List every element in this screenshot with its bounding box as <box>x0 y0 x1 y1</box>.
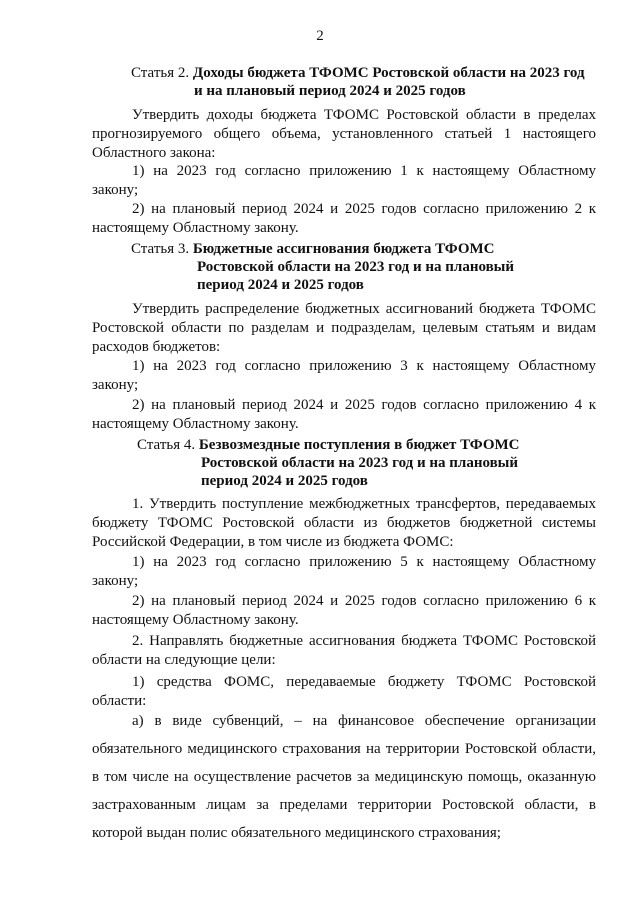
article-3-paragraph-3-text: 2) на плановый период 2024 и 2025 годов согласно приложению 4 к настоящему Областному закону. <box>92 397 596 432</box>
article-2-heading <box>131 64 601 100</box>
article-3-heading <box>131 240 601 294</box>
article-4-heading <box>137 436 607 490</box>
article-3-paragraph-3 <box>92 396 596 434</box>
article-4-paragraph-2-text: 1) на 2023 год согласно приложению 5 к настоящему Областному закону; <box>92 554 596 589</box>
article-2-title-line2: и на плановый период 2024 и 2025 годов <box>194 83 466 99</box>
article-4-paragraph-1 <box>92 495 596 552</box>
article-2-paragraph-1-text: Утвердить доходы бюджета ТФОМС Ростовской области в пределах прогнозируемого общего объема, установленного статьей 1 настоящего Областного закона: <box>92 107 596 161</box>
article-4-paragraph-6 <box>92 707 596 847</box>
article-4-title-line1: Безвозмездные поступления в бюджет ТФОМС <box>198 437 520 453</box>
article-4-paragraph-3-text: 2) на плановый период 2024 и 2025 годов согласно приложению 6 к настоящему Областному закону. <box>92 593 596 628</box>
article-3-paragraph-1 <box>92 300 596 357</box>
article-3-paragraph-2-text: 1) на 2023 год согласно приложению 3 к настоящему Областному закону; <box>92 358 596 393</box>
article-4-paragraph-4 <box>92 632 596 670</box>
article-3-paragraph-1-text: Утвердить распределение бюджетных ассигнований бюджета ТФОМС Ростовской области по разделам и подразделам, целевым статьям и видам расходов бюджетов: <box>92 301 596 355</box>
article-2-paragraph-3-text: 2) на плановый период 2024 и 2025 годов согласно приложению 2 к настоящему Областному закону. <box>92 201 596 236</box>
article-2-title-line1: Доходы бюджета ТФОМС Ростовской области на 2023 год <box>192 65 585 81</box>
article-4-title-line2: Ростовской области на 2023 год и на плановый <box>201 455 519 471</box>
article-3-title-line3: период 2024 и 2025 годов <box>197 277 364 293</box>
article-2-lead: Статья 2. <box>131 65 190 81</box>
article-2-paragraph-2 <box>92 162 596 200</box>
article-4-paragraph-5 <box>92 673 596 711</box>
article-3-title-line1: Бюджетные ассигнования бюджета ТФОМС <box>192 241 495 257</box>
article-2-paragraph-1 <box>92 106 596 163</box>
article-4-paragraph-1-text: 1. Утвердить поступление межбюджетных трансфертов, передаваемых бюджету ТФОМС Ростовской области из бюджетов бюджетной системы Российской Федерации, в том числе из бюджета ФОМС: <box>92 496 596 550</box>
article-2-paragraph-3 <box>92 200 596 238</box>
article-2-paragraph-2-text: 1) на 2023 год согласно приложению 1 к настоящему Областному закону; <box>92 163 596 198</box>
article-3-lead: Статья 3. <box>131 241 190 257</box>
article-3-paragraph-2 <box>92 357 596 395</box>
article-4-lead: Статья 4. <box>137 437 196 453</box>
article-4-paragraph-2 <box>92 553 596 591</box>
page-number: 2 <box>316 28 324 44</box>
article-3-title-line2: Ростовской области на 2023 год и на плановый <box>197 259 515 275</box>
article-4-title-line3: период 2024 и 2025 годов <box>201 473 368 489</box>
article-4-paragraph-6-text: а) в виде субвенций, – на финансовое обеспечение организации обязательного медицинского страхования на территории Ростовской области, в том числе на осуществление расчетов за медицинскую помощь, оказанную застрахованным лицам за пределами территории Ростовской области, в которой выдан полис обязательного медицинского страхования; <box>92 713 596 841</box>
article-4-paragraph-3 <box>92 592 596 630</box>
article-4-paragraph-4-text: 2. Направлять бюджетные ассигнования бюджета ТФОМС Ростовской области на следующие цели: <box>92 633 596 668</box>
article-4-paragraph-5-text: 1) средства ФОМС, передаваемые бюджету ТФОМС Ростовской области: <box>92 674 596 709</box>
